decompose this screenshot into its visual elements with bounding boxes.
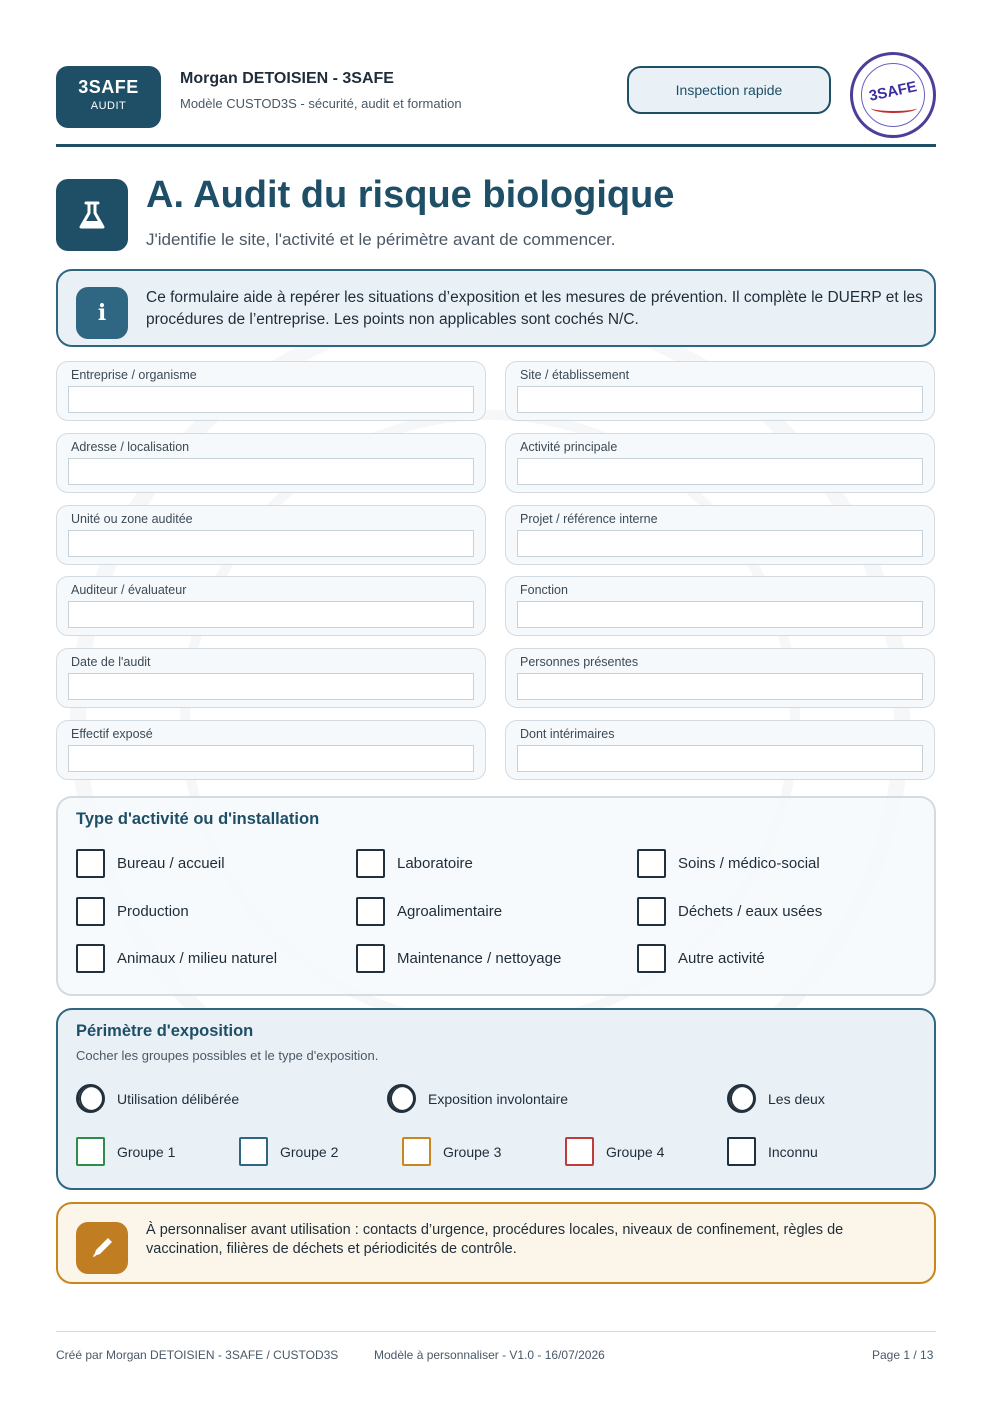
checkbox-square[interactable]: [402, 1137, 431, 1166]
logo-sub-text: AUDIT: [90, 100, 127, 112]
checkbox-autre[interactable]: [637, 944, 765, 973]
info-text: Ce formulaire aide à repérer les situations d’exposition et les mesures de prévention. Il complète le DUERP et les procédures de l’entreprise. Les points non applicables sont cochés N/C.: [146, 289, 923, 328]
info-box: [56, 269, 936, 347]
header-subtitle: Modèle CUSTOD3S - sécurité, audit et formation: [180, 96, 462, 111]
checkbox-label: Groupe 1: [117, 1143, 176, 1160]
activity-panel: [56, 796, 936, 996]
checkbox-groupe-2[interactable]: [239, 1137, 338, 1166]
field-label: Fonction: [520, 583, 568, 597]
checkbox-square[interactable]: [637, 944, 666, 973]
page-number: Page 1 / 13: [872, 1348, 934, 1362]
checkbox-label: Déchets / eaux usées: [678, 903, 823, 920]
checkbox-square[interactable]: [239, 1137, 268, 1166]
stamp-text: 3SAFE: [867, 78, 919, 105]
activite-input[interactable]: [517, 458, 923, 485]
radio-label: Utilisation délibérée: [117, 1090, 240, 1107]
personnes-input[interactable]: [517, 673, 923, 700]
unite-input[interactable]: [68, 530, 474, 557]
checkbox-groupe-3[interactable]: [402, 1137, 501, 1166]
field-entreprise: [56, 361, 486, 421]
field-label: Unité ou zone auditée: [71, 512, 193, 526]
info-icon: i: [76, 287, 128, 339]
radio-les-deux[interactable]: [727, 1084, 825, 1113]
checkbox-label: Groupe 4: [606, 1143, 665, 1160]
field-auditeur: [56, 576, 486, 636]
stamp-signature: [871, 103, 917, 113]
checkbox-square[interactable]: [637, 897, 666, 926]
field-label: Activité principale: [520, 440, 618, 454]
field-effectif: [56, 720, 486, 780]
field-adresse: [56, 433, 486, 493]
checkbox-groupe-1[interactable]: [76, 1137, 175, 1166]
fonction-input[interactable]: [517, 601, 923, 628]
customize-note: [56, 1202, 936, 1284]
checkbox-agroalimentaire[interactable]: [356, 897, 502, 926]
pencil-icon: [76, 1222, 128, 1274]
page-subtitle: J'identifie le site, l'activité et le périmètre avant de commencer.: [146, 230, 616, 249]
interimaires-input[interactable]: [517, 745, 923, 772]
checkbox-label: Maintenance / nettoyage: [397, 950, 562, 967]
radio-deliberee[interactable]: [76, 1084, 239, 1113]
field-label: Site / établissement: [520, 368, 630, 382]
field-unite: [56, 505, 486, 565]
radio-label: Exposition involontaire: [428, 1090, 569, 1107]
checkbox-inconnu[interactable]: [727, 1137, 818, 1166]
checkbox-production[interactable]: [76, 897, 189, 926]
checkbox-label: Animaux / milieu naturel: [117, 950, 278, 967]
checkbox-square[interactable]: [76, 897, 105, 926]
field-label: Auditeur / évaluateur: [71, 583, 187, 597]
field-projet: [505, 505, 935, 565]
checkbox-square[interactable]: [565, 1137, 594, 1166]
footer-version: Modèle à personnaliser - V1.0 - 16/07/2026: [374, 1348, 605, 1362]
field-activite: [505, 433, 935, 493]
checkbox-label: Production: [117, 903, 189, 920]
scope-panel: [56, 1008, 936, 1190]
checkbox-label: Groupe 3: [443, 1143, 502, 1160]
projet-input[interactable]: [517, 530, 923, 557]
checkbox-soins[interactable]: [637, 849, 820, 878]
field-personnes: [505, 648, 935, 708]
field-date: [56, 648, 486, 708]
field-label: Effectif exposé: [71, 727, 153, 741]
adresse-input[interactable]: [68, 458, 474, 485]
field-fonction: [505, 576, 935, 636]
field-label: Personnes présentes: [520, 655, 639, 669]
checkbox-square[interactable]: [76, 1137, 105, 1166]
logo-main-text: 3SAFE: [78, 77, 139, 97]
brand-logo: [56, 66, 161, 128]
checkbox-label: Bureau / accueil: [117, 855, 225, 872]
checkbox-label: Inconnu: [768, 1143, 818, 1160]
site-input[interactable]: [517, 386, 923, 413]
checkbox-dechets[interactable]: [637, 897, 822, 926]
checkbox-maintenance[interactable]: [356, 944, 561, 973]
checkbox-animaux[interactable]: [76, 944, 277, 973]
header-title: Morgan DETOISIEN - 3SAFE: [180, 70, 394, 87]
field-site: [505, 361, 935, 421]
header-divider: [56, 144, 936, 147]
page-header: [56, 64, 936, 130]
footer-divider: [56, 1331, 936, 1332]
checkbox-label: Soins / médico-social: [678, 855, 820, 872]
note-text: À personnaliser avant utilisation : contacts d’urgence, procédures locales, niveaux de confinement, règles de vaccination, filières de déchets et périodicités de contrôle.: [146, 1222, 844, 1257]
checkbox-groupe-4[interactable]: [565, 1137, 664, 1166]
inspection-rapide-button[interactable]: Inspection rapide: [627, 66, 831, 114]
field-label: Adresse / localisation: [71, 440, 190, 454]
field-label: Entreprise / organisme: [71, 368, 197, 382]
checkbox-square[interactable]: [76, 944, 105, 973]
checkbox-square[interactable]: [356, 849, 385, 878]
flask-icon: [56, 179, 128, 251]
field-label: Dont intérimaires: [520, 727, 615, 741]
radio-involontaire[interactable]: [387, 1084, 568, 1113]
activity-title: Type d'activité ou d'installation: [76, 810, 320, 828]
checkbox-label: Autre activité: [678, 950, 765, 967]
field-interimaires: [505, 720, 935, 780]
scope-subtitle: Cocher les groupes possibles et le type d'exposition.: [76, 1048, 379, 1063]
auditeur-input[interactable]: [68, 601, 474, 628]
checkbox-label: Groupe 2: [280, 1143, 339, 1160]
checkbox-square[interactable]: [356, 944, 385, 973]
checkbox-label: Agroalimentaire: [397, 903, 503, 920]
checkbox-square[interactable]: [76, 849, 105, 878]
entreprise-input[interactable]: [68, 386, 474, 413]
radio-circle[interactable]: [76, 1084, 105, 1113]
checkbox-label: Laboratoire: [397, 855, 473, 872]
footer-credit: Créé par Morgan DETOISIEN - 3SAFE / CUSTOD3S: [56, 1348, 339, 1362]
company-stamp: [850, 52, 936, 138]
checkbox-laboratoire[interactable]: [356, 849, 473, 878]
checkbox-square[interactable]: [637, 849, 666, 878]
checkbox-square[interactable]: [727, 1137, 756, 1166]
field-label: Date de l'audit: [71, 655, 151, 669]
radio-circle[interactable]: [727, 1084, 756, 1113]
checkbox-bureau[interactable]: [76, 849, 225, 878]
field-label: Projet / référence interne: [520, 512, 658, 526]
effectif-input[interactable]: [68, 745, 474, 772]
date-input[interactable]: [68, 673, 474, 700]
checkbox-square[interactable]: [356, 897, 385, 926]
scope-title: Périmètre d'exposition: [76, 1022, 254, 1040]
page-title: A. Audit du risque biologique: [146, 174, 675, 216]
radio-label: Les deux: [768, 1090, 825, 1107]
radio-circle[interactable]: [387, 1084, 416, 1113]
